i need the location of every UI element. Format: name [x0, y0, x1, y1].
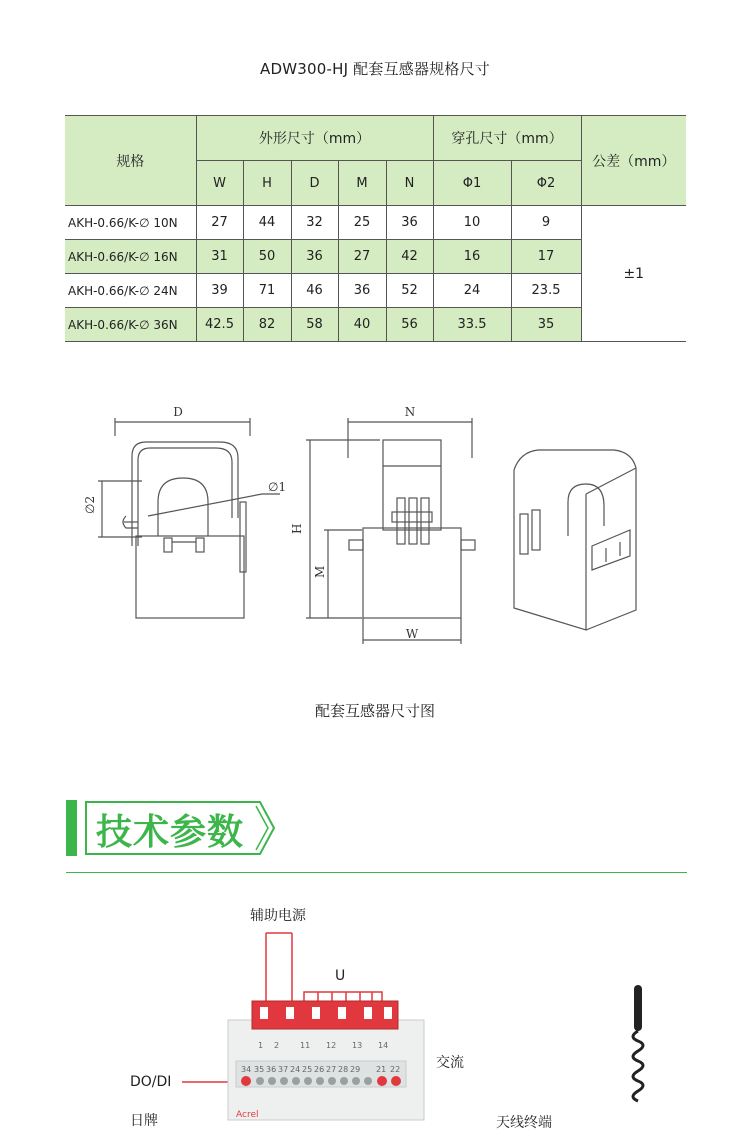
cell-h: 44 [243, 206, 291, 240]
brand-label: Acrel [236, 1110, 259, 1120]
cell-phi1: 33.5 [433, 308, 511, 342]
cell-w: 31 [196, 240, 243, 274]
terminal-number: 1 [258, 1041, 264, 1050]
cell-n: 52 [386, 274, 433, 308]
terminal-number: 13 [352, 1041, 363, 1050]
perspective-view [514, 450, 636, 630]
terminal-number: 21 [376, 1065, 387, 1074]
cell-phi2: 17 [511, 240, 581, 274]
cell-phi2: 9 [511, 206, 581, 240]
spec-table [65, 115, 686, 342]
terminal-number: 25 [302, 1065, 313, 1074]
header-hole-size: 穿孔尺寸（mm） [433, 116, 581, 161]
row-model: AKH-0.66/K-∅ 24N [65, 274, 196, 308]
label-w: W [405, 627, 419, 641]
terminal-number: 34 [241, 1065, 252, 1074]
cell-n: 36 [386, 206, 433, 240]
row-model: AKH-0.66/K-∅ 10N [65, 206, 196, 240]
aux-power-label: 辅助电源 [250, 908, 306, 924]
wiring-graphic [60, 895, 700, 1120]
ac-label: 交流 [436, 1055, 464, 1071]
label-m: M [313, 565, 327, 578]
terminal-number: 37 [278, 1065, 289, 1074]
front-view [98, 418, 280, 618]
cell-d: 32 [291, 206, 338, 240]
terminal-number: 2 [274, 1041, 280, 1050]
label-h: H [290, 523, 304, 534]
sub-header-n: N [386, 161, 433, 206]
voltage-label: U [335, 968, 346, 984]
cell-w: 39 [196, 274, 243, 308]
section-divider [66, 872, 687, 873]
cell-phi2: 35 [511, 308, 581, 342]
label-d: D [173, 405, 183, 419]
cell-m: 27 [338, 240, 386, 274]
table-row [65, 206, 686, 240]
label-n: N [404, 405, 416, 419]
terminal-number: 35 [254, 1065, 265, 1074]
terminal-number: 22 [390, 1065, 401, 1074]
partial-left-label: 日牌 [130, 1113, 158, 1129]
cell-m: 36 [338, 274, 386, 308]
cell-h: 71 [243, 274, 291, 308]
section-accent-bar [66, 800, 77, 856]
cell-h: 50 [243, 240, 291, 274]
document-title: ADW300-HJ 配套互感器规格尺寸 [260, 60, 490, 78]
sub-header-h: H [243, 161, 291, 206]
cell-h: 82 [243, 308, 291, 342]
cell-m: 25 [338, 206, 386, 240]
header-outer-size: 外形尺寸（mm） [196, 116, 433, 161]
cell-phi1: 24 [433, 274, 511, 308]
cell-d: 46 [291, 274, 338, 308]
cell-phi2: 23.5 [511, 274, 581, 308]
section-title: 技术参数 [96, 812, 245, 853]
cell-n: 56 [386, 308, 433, 342]
row-model: AKH-0.66/K-∅ 36N [65, 308, 196, 342]
terminal-number: 14 [378, 1041, 389, 1050]
partial-right-label: 天线终端 [496, 1115, 552, 1131]
terminal-number: 24 [290, 1065, 301, 1074]
label-phi1: ∅1 [268, 480, 287, 494]
terminal-number: 28 [338, 1065, 349, 1074]
header-tolerance: 公差（mm） [581, 116, 686, 206]
cell-d: 36 [291, 240, 338, 274]
cell-w: 42.5 [196, 308, 243, 342]
wiring-diagram [60, 895, 700, 1131]
sub-header-w: W [196, 161, 243, 206]
terminal-number: 12 [326, 1041, 337, 1050]
header-spec: 规格 [65, 116, 196, 206]
cell-phi1: 16 [433, 240, 511, 274]
cell-n: 42 [386, 240, 433, 274]
cell-tolerance: ±1 [581, 206, 686, 342]
dodi-label: DO/DI [130, 1074, 172, 1090]
section-heading [84, 798, 278, 858]
cell-w: 27 [196, 206, 243, 240]
sub-header-d: D [291, 161, 338, 206]
sub-header-m: M [338, 161, 386, 206]
cell-d: 58 [291, 308, 338, 342]
cell-m: 40 [338, 308, 386, 342]
side-view [306, 418, 475, 644]
terminal-number: 11 [300, 1041, 311, 1050]
cell-phi1: 10 [433, 206, 511, 240]
terminal-number: 29 [350, 1065, 361, 1074]
terminal-number: 36 [266, 1065, 277, 1074]
sub-header-phi1: Φ1 [433, 161, 511, 206]
transformer-dimension-drawing [80, 398, 680, 658]
figure-caption: 配套互感器尺寸图 [314, 702, 435, 720]
row-model: AKH-0.66/K-∅ 16N [65, 240, 196, 274]
terminal-number: 26 [314, 1065, 325, 1074]
label-phi2: ∅2 [83, 495, 97, 514]
sub-header-phi2: Φ2 [511, 161, 581, 206]
terminal-number: 27 [326, 1065, 337, 1074]
